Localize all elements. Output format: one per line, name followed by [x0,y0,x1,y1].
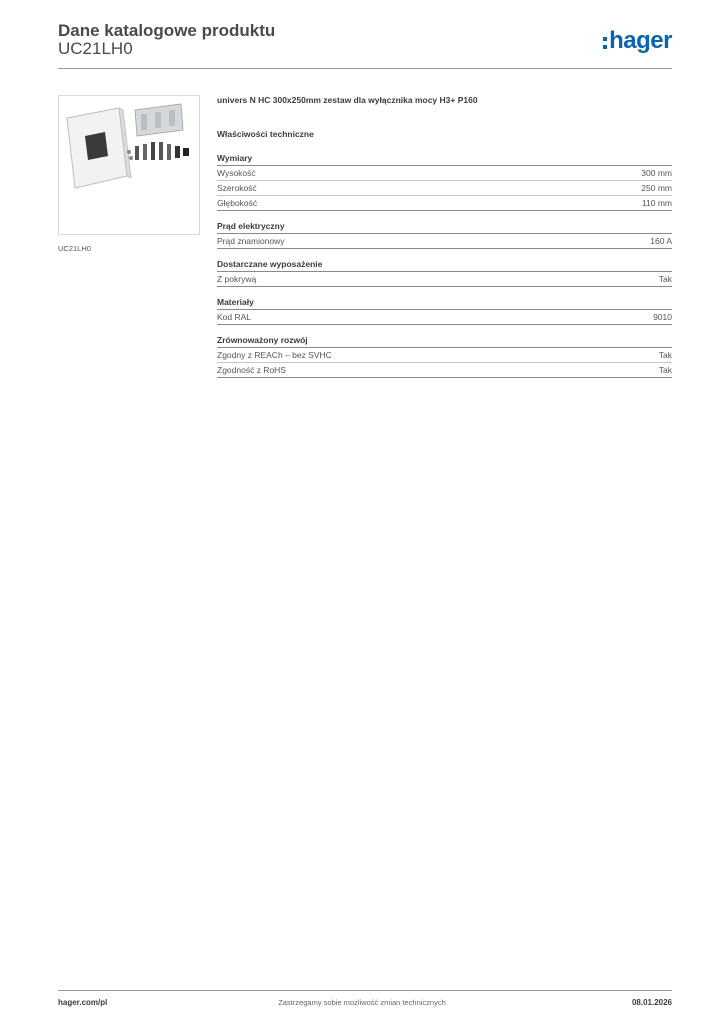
product-description: univers N HC 300x250mm zestaw dla wyłącznika mocy H3+ P160 [217,95,478,105]
spec-label: Kod RAL [217,312,252,322]
product-image [58,95,200,235]
spec-value: 160 A [650,236,672,246]
section-title: Wymiary [217,153,672,166]
section-title: Dostarczane wyposażenie [217,259,672,272]
footer-divider [58,990,672,991]
spec-row [217,363,672,378]
footer-disclaimer: Zastrzegamy sobie możliwość zmian technicznych [278,998,446,1007]
product-code: UC21LH0 [58,39,133,58]
product-details [217,95,672,388]
spec-value: Tak [658,274,672,284]
section-electrical [217,221,672,249]
section-equipment [217,259,672,287]
spec-label: Wysokość [217,168,256,178]
spec-row [217,181,672,196]
section-materials [217,297,672,325]
spec-value: 110 mm [641,198,672,208]
spec-value: 250 mm [641,183,672,193]
hager-logo [603,26,672,56]
image-caption: UC21LH0 [58,244,91,253]
logo-text: hager [609,27,672,54]
logo-dots-icon [603,37,607,49]
footer-website-link[interactable]: hager.com/pl [58,998,108,1007]
header-divider [58,68,672,69]
product-photo-icon [59,96,199,234]
spec-row [217,196,672,211]
spec-label: Z pokrywą [217,274,257,284]
section-sustainability [217,335,672,378]
spec-value: Tak [658,350,672,360]
spec-row [217,348,672,363]
spec-label: Zgodność z RoHS [217,365,286,375]
page-title: Dane katalogowe produktu [58,21,276,40]
spec-label: Prąd znamionowy [217,236,285,246]
spec-label: Głębokość [217,198,258,208]
section-title: Zrównoważony rozwój [217,335,672,348]
tech-properties-title: Właściwości techniczne [217,129,314,139]
section-title: Materiały [217,297,672,310]
spec-value: Tak [658,365,672,375]
spec-label: Zgodny z REACh – bez SVHC [217,350,332,360]
spec-row [217,310,672,325]
spec-label: Szerokość [217,183,257,193]
spec-value: 9010 [653,312,672,322]
section-title: Prąd elektryczny [217,221,672,234]
section-dimensions [217,153,672,211]
footer-date: 08.01.2026 [631,998,672,1007]
spec-row [217,166,672,181]
spec-row [217,234,672,249]
spec-value: 300 mm [641,168,672,178]
spec-row [217,272,672,287]
